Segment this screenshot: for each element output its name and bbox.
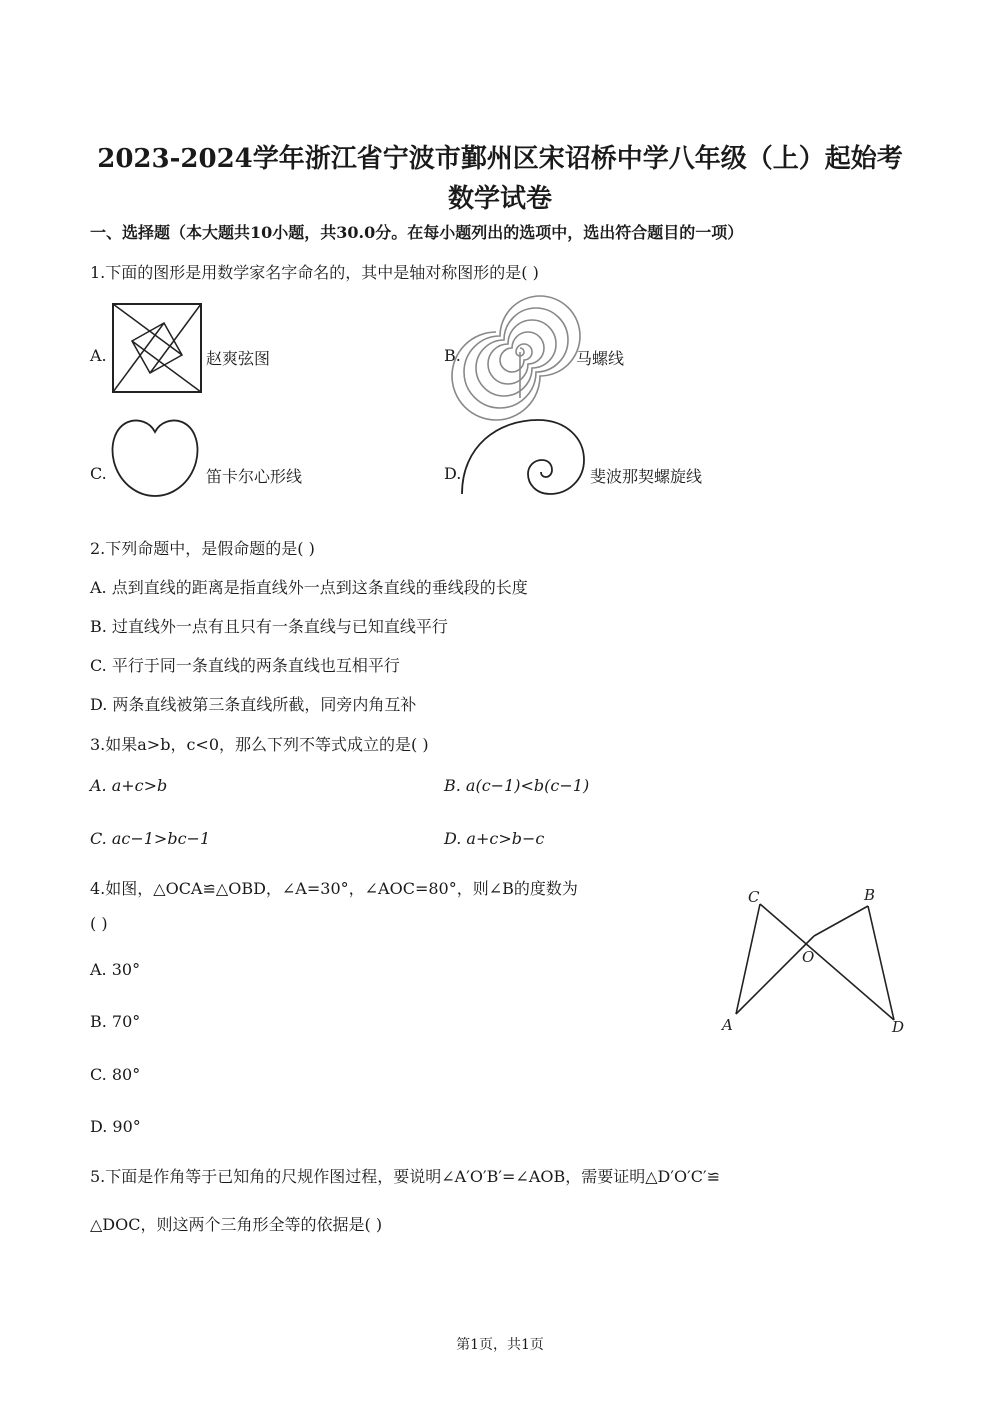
- segment-bd: [868, 906, 894, 1020]
- q2-option-b: B. 过直线外一点有且只有一条直线与已知直线平行: [90, 617, 448, 636]
- segment-ob: [814, 906, 868, 936]
- q1-option-a-letter: A.: [90, 346, 107, 365]
- section-heading: 一、选择题（本大题共10小题，共30.0分。在每小题列出的选项中，选出符合题目的一项）: [90, 223, 744, 242]
- question-1-stem: 1.下面的图形是用数学家名字命名的，其中是轴对称图形的是( ): [90, 263, 539, 282]
- label-o: O: [802, 948, 815, 966]
- label-a: A: [722, 1016, 733, 1034]
- exam-title-line1: 2023-2024学年浙江省宁波市鄞州区宋诏桥中学八年级（上）起始考: [97, 144, 903, 174]
- cardioid-icon: [110, 418, 200, 498]
- q3-option-c: C. ac−1>bc−1: [90, 829, 211, 848]
- page-footer: 第1页，共1页: [456, 1337, 544, 1353]
- q3-option-b: B. a(c−1)<b(c−1): [444, 776, 590, 795]
- q2-option-c: C. 平行于同一条直线的两条直线也互相平行: [90, 656, 400, 675]
- ma-spiral-icon: [470, 302, 570, 402]
- label-c: C: [748, 888, 760, 906]
- question-2-stem: 2.下列命题中，是假命题的是( ): [90, 539, 315, 558]
- q4-option-a: A. 30°: [90, 960, 141, 979]
- q4-triangle-figure: [718, 884, 918, 1034]
- q3-option-d: D. a+c>b−c: [444, 829, 545, 848]
- exam-title-line2: 数学试卷: [447, 184, 552, 214]
- q4-option-c: C. 80°: [90, 1065, 141, 1084]
- q3-option-a: A. a+c>b: [90, 776, 168, 795]
- q1-option-d-caption: 斐波那契螺旋线: [590, 467, 703, 486]
- label-b: B: [864, 886, 876, 904]
- q1-option-d-letter: D.: [444, 464, 462, 483]
- q1-option-c-letter: C.: [90, 464, 107, 483]
- q1-option-c-caption: 笛卡尔心形线: [206, 467, 303, 486]
- q2-option-a: A. 点到直线的距离是指直线外一点到这条直线的垂线段的长度: [90, 578, 528, 597]
- question-5-line1: 5.下面是作角等于已知角的尺规作图过程，要说明∠A′O′B′=∠AOB，需要证明△D′O′C′≌: [90, 1167, 721, 1186]
- fibonacci-spiral-icon: [458, 416, 588, 496]
- segment-cd: [760, 904, 894, 1020]
- q4-option-b: B. 70°: [90, 1012, 141, 1031]
- question-4-stem-cont: ( ): [90, 914, 108, 933]
- q1-option-a-caption: 赵爽弦图: [206, 349, 271, 368]
- label-d: D: [892, 1018, 905, 1036]
- q2-option-d: D. 两条直线被第三条直线所截，同旁内角互补: [90, 695, 417, 714]
- q1-option-b-letter: B.: [444, 346, 461, 365]
- segment-ca: [736, 904, 760, 1014]
- q1-option-b-caption: 马螺线: [576, 349, 625, 368]
- question-4-stem: 4.如图，△OCA≌△OBD，∠A=30°，∠AOC=80°，则∠B的度数为: [90, 879, 578, 898]
- question-5-line2: △DOC，则这两个三角形全等的依据是( ): [90, 1215, 383, 1234]
- q4-option-d: D. 90°: [90, 1117, 141, 1136]
- zhao-shuang-diagram-icon: [112, 303, 202, 393]
- question-3-stem: 3.如果a>b，c<0，那么下列不等式成立的是( ): [90, 735, 429, 754]
